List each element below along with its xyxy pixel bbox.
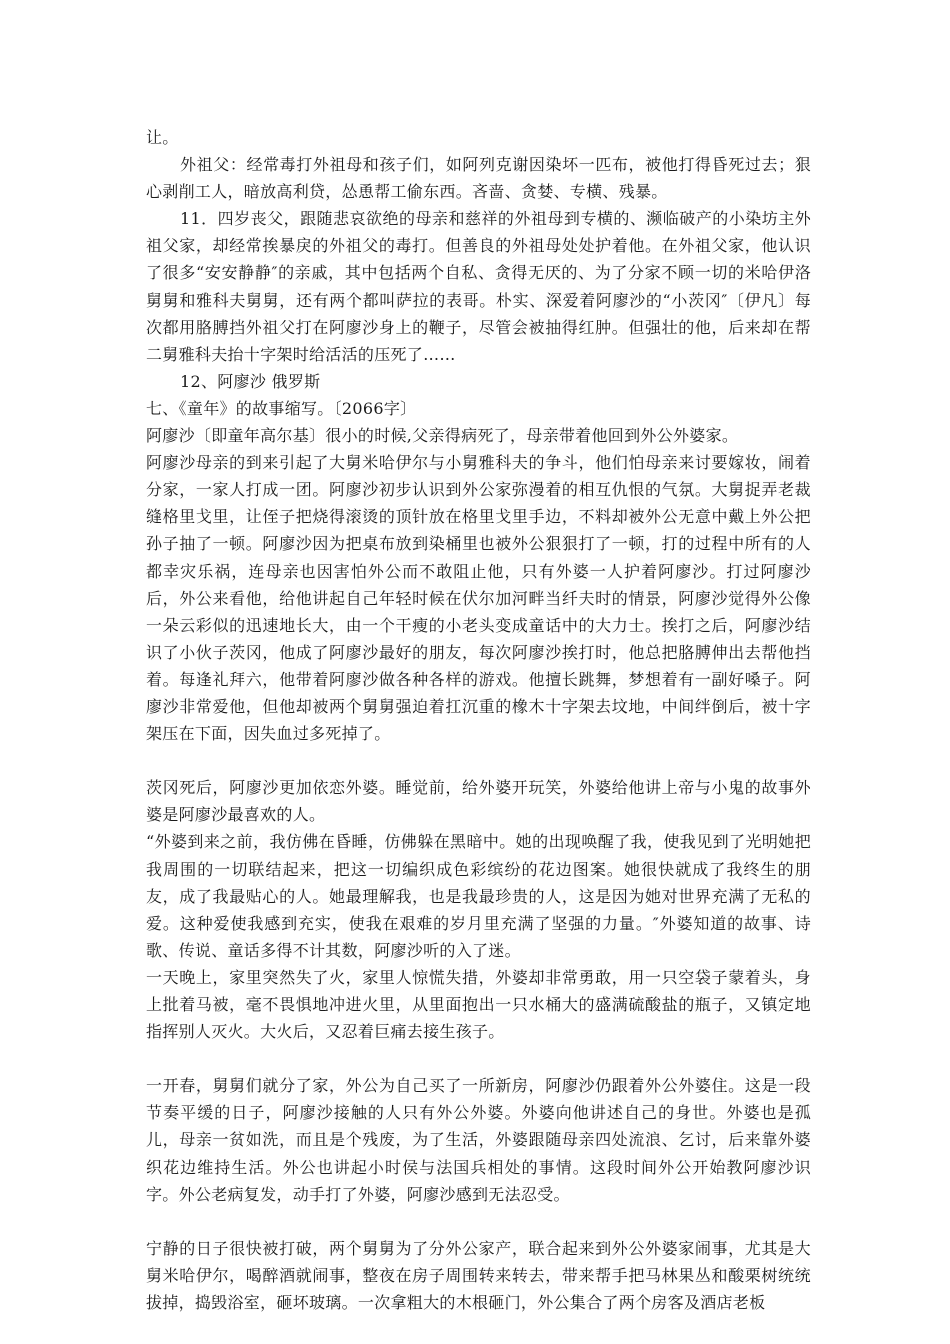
paragraph-story-fire: 一天晚上，家里突然失了火，家里人惊慌失措，外婆却非常勇敢，用一只空袋子蒙着头，身上批着马被，毫不畏惧地冲进火里，从里面抱出一只水桶大的盛满硫酸盐的瓶子，又镇定地指挥别人灭火。大火后，又忍着巨痛去接生孩子。 — [146, 967, 811, 1042]
paragraph-story-family-conflict: 阿廖沙母亲的到来引起了大舅米哈伊尔与小舅雅科夫的争斗，他们怕母亲来讨要嫁妆，闹着分家，一家人打成一团。阿廖沙初步认识到外公家弥漫着的相互仇恨的气氛。大舅捉弄老裁缝格里戈里，让侄子把烧得滚烫的顶针放在格里戈里手边，不料却被外公无意中戴上外公把孙子抽了一顿。阿廖沙因为把桌布放到染桶里也被外公狠狠打了一顿，打的过程中所有的人都幸灾乐祸，连母亲也因害怕外公而不敢阻止他，只有外婆一人护着阿廖沙。打过阿廖沙后，外公来看他，给他讲起自己年轻时候在伏尔加河畔当纤夫时的情景，阿廖沙觉得外公像一朵云彩似的迅速地长大，由一个干瘦的小老头变成童话中的大力士。挨打之后，阿廖沙结识了小伙子茨冈，他成了阿廖沙最好的朋友，每次阿廖沙挨打时，他总把胳膊伸出去帮他挡着。每逢礼拜六，他带着阿廖沙做各种各样的游戏。他擅长跳舞，梦想着有一副好嗓子。阿廖沙非常爱他，但他却被两个舅舅强迫着扛沉重的橡木十字架去坟地，中间绊倒后，被十字架压在下面，因失血过多死掉了。 — [146, 453, 811, 744]
paragraph-answer-11: 11．四岁丧父，跟随悲哀欲绝的母亲和慈祥的外祖母到专横的、濒临破产的小染坊主外祖父家，却经常挨暴戾的外祖父的毒打。但善良的外祖母处处护着他。在外祖父家，他认识了很多“安安静静″的亲戚，其中包括两个自私、贪得无厌的、为了分家不顾一切的米哈伊洛舅舅和雅科夫舅舅，还有两个都叫萨拉的表哥。朴实、深爱着阿廖沙的“小茨冈″〔伊凡〕每次都用胳膊挡外祖父打在阿廖沙身上的鞭子，尽管会被抽得红肿。但强壮的他，后来却在帮二舅雅科夫抬十字架时给活活的压死了…… — [146, 209, 811, 364]
document-page — [146, 124, 811, 1316]
paragraph-story-uncles-trouble: 宁静的日子很快被打破，两个舅舅为了分外公家产，联合起来到外公外婆家闹事，尤其是大舅米哈伊尔，喝醉酒就闹事，整夜在房子周围转来转去，带来帮手把马林果丛和酸栗树统统拔掉，捣毁浴室，砸坏玻璃。一次拿粗大的木根砸门，外公集合了两个房客及酒店老板 — [146, 1238, 811, 1313]
paragraph-answer-12: 12、阿廖沙 俄罗斯 — [180, 371, 321, 391]
paragraph-story-quote: “外婆到来之前，我仿佛在昏睡，仿佛躲在黑暗中。她的出现唤醒了我，使我见到了光明她把我周围的一切联结起来，把这一切编织成色彩缤纷的花边图案。她很快就成了我终生的朋友，成了我最贴心的人。她最理解我，也是我最珍贵的人，这是因为她对世界充满了无私的爱。这种爱使我感到充实，使我在艰难的岁月里充满了坚强的力量。″外婆知道的故事、诗歌、传说、童话多得不计其数，阿廖沙听的入了迷。 — [146, 832, 811, 960]
paragraph-grandfather-traits: 外祖父：经常毒打外祖母和孩子们，如阿列克谢因染坏一匹布，被他打得昏死过去；狠心剥削工人，暗放高利贷，怂恿帮工偷东西。吝啬、贪婪、专横、残暴。 — [146, 155, 811, 202]
blank-line — [146, 1045, 811, 1072]
blank-line — [146, 747, 811, 774]
paragraph-ending-fragment: 让。 — [146, 128, 179, 147]
paragraph-story-intro: 阿廖沙〔即童年高尔基〕很小的时候,父亲得病死了，母亲带着他回到外公外婆家。 — [146, 426, 739, 446]
paragraph-story-grandmother: 茨冈死后，阿廖沙更加依恋外婆。睡觉前，给外婆开玩笑，外婆给他讲上帝与小鬼的故事外婆是阿廖沙最喜欢的人。 — [146, 778, 811, 825]
blank-line — [146, 1208, 811, 1235]
paragraph-story-spring: 一开春，舅舅们就分了家，外公为自己买了一所新房，阿廖沙仍跟着外公外婆住。这是一段节奏平缓的日子，阿廖沙接触的人只有外公外婆。外婆向他讲述自己的身世。外婆也是孤儿，母亲一贫如洗，而且是个残废，为了生活，外婆跟随母亲四处流浪、乞讨，后来靠外婆织花边维持生活。外公也讲起小时侯与法国兵相处的事情。这段时间外公开始教阿廖沙识字。外公老病复发，动手打了外婆，阿廖沙感到无法忍受。 — [146, 1076, 811, 1204]
section-heading-7: 七、《童年》的故事缩写。〔2066字〕 — [146, 398, 417, 418]
